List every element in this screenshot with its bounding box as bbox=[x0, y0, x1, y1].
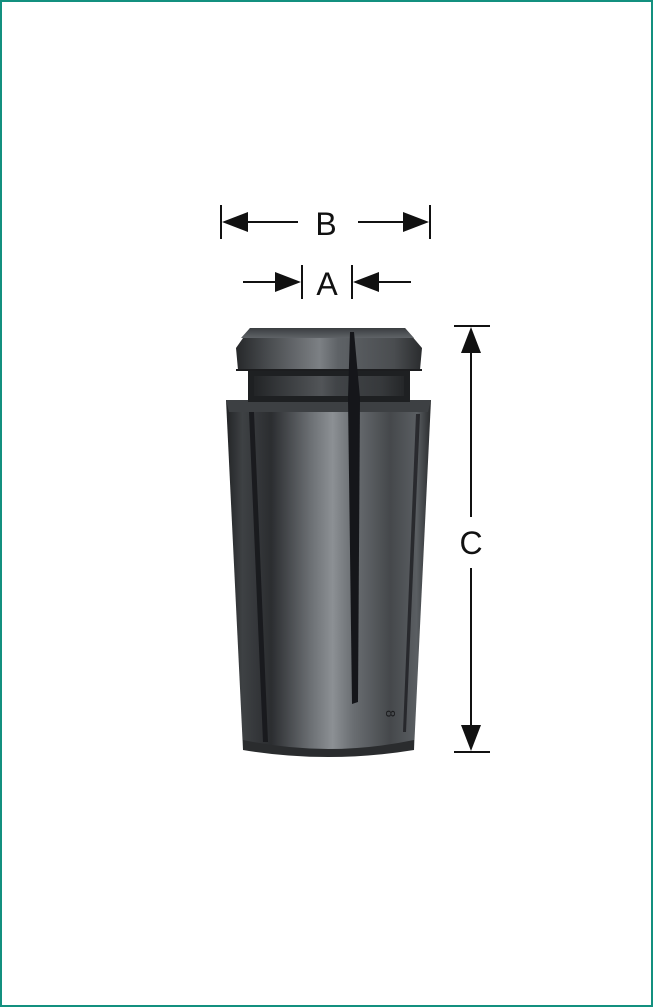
collet-neck bbox=[248, 370, 410, 402]
arrow-up-icon bbox=[461, 327, 481, 353]
arrow-left-icon bbox=[222, 212, 248, 232]
arrow-right-icon bbox=[403, 212, 429, 232]
collet-marking: 8 bbox=[383, 710, 398, 718]
arrow-down-icon bbox=[461, 725, 481, 751]
collet-diagram bbox=[2, 2, 651, 1005]
dimension-c-label: C bbox=[459, 525, 483, 561]
collet-head bbox=[236, 328, 422, 370]
dimension-a-label: A bbox=[316, 266, 338, 302]
arrow-right-icon bbox=[275, 272, 301, 292]
dimension-b-label: B bbox=[315, 206, 337, 242]
arrow-left-icon bbox=[353, 272, 379, 292]
